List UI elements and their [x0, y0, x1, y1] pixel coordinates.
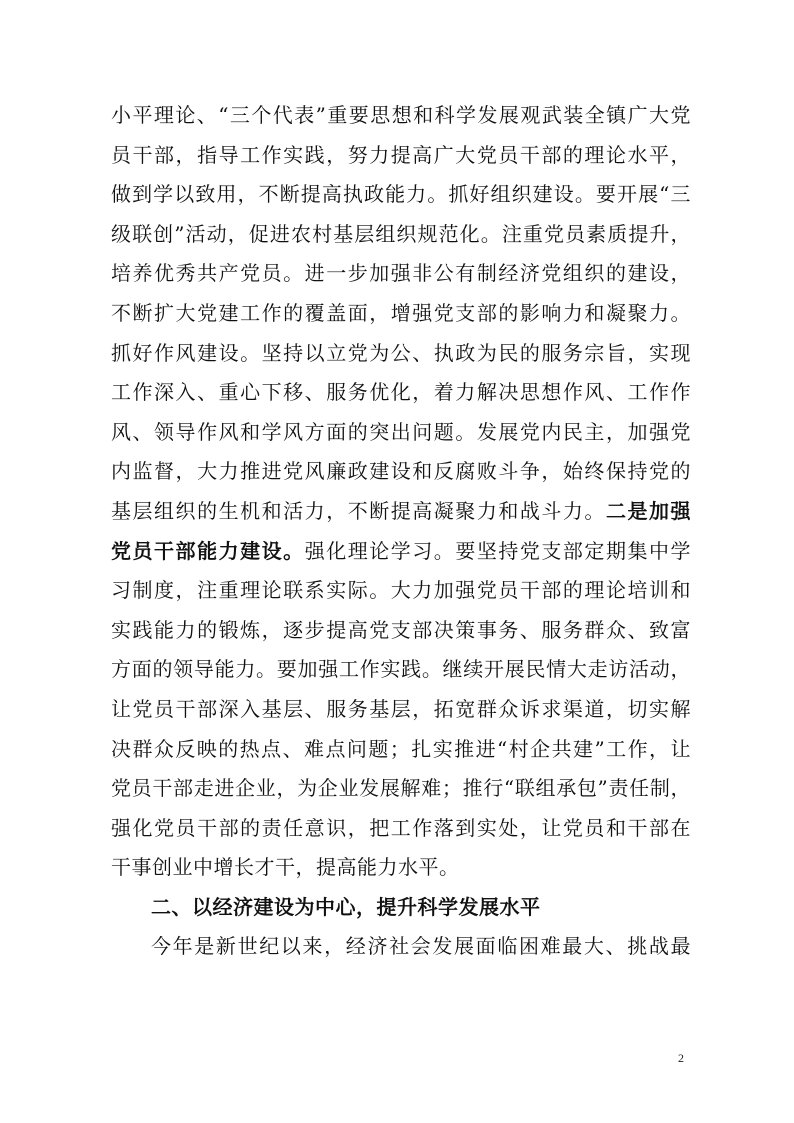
text-line: 方面的领导能力。要加强工作实践。继续开展民情大走访活动， — [111, 657, 691, 682]
text-line: 小平理论、“三个代表”重要思想和科学发展观武装全镇广大党 — [111, 103, 691, 127]
text-line: 党员干部走进企业，为企业发展解难；推行“联组承包”责任制， — [111, 776, 691, 801]
text-line: 强化党员干部的责任意识，把工作落到实处，让党员和干部在 — [111, 815, 691, 840]
text-line-with-bold — [111, 492, 691, 532]
text-line: 习制度，注重理论联系实际。大力加强党员干部的理论培训和 — [111, 578, 691, 603]
text-line: 培养优秀共产党员。进一步加强非公有制经济党组织的建设， — [111, 261, 691, 286]
text-line: 今年是新世纪以来，经济社会发展面临困难最大、挑战最 — [151, 934, 691, 959]
text-line: 做到学以致用，不断提高执政能力。抓好组织建设。要开展“三 — [111, 182, 691, 207]
body-text — [111, 96, 691, 967]
text-line: 内监督，大力推进党风廉政建设和反腐败斗争，始终保持党的 — [111, 459, 691, 484]
text-line: 级联创”活动，促进农村基层组织规范化。注重党员素质提升， — [111, 221, 691, 246]
text-line: 实践能力的锻炼，逐步提高党支部决策事务、服务群众、致富 — [111, 617, 691, 642]
text-line: 不断扩大党建工作的覆盖面，增强党支部的影响力和凝聚力。 — [111, 300, 691, 325]
text-segment: 基层组织的生机和活力，不断提高凝聚力和战斗力。 — [111, 498, 606, 523]
text-line: 让党员干部深入基层、服务基层，拓宽群众诉求渠道，切实解 — [111, 696, 691, 721]
bold-text-segment: 党员干部能力建设。 — [111, 538, 305, 563]
text-line: 风、领导作风和学风方面的突出问题。发展党内民主，加强党 — [111, 419, 691, 444]
text-segment: 强化理论学习。要坚持党支部定期集中学 — [304, 538, 692, 563]
section-heading: 二、以经济建设为中心，提升科学发展水平 — [151, 894, 541, 919]
text-line: 员干部，指导工作实践，努力提高广大党员干部的理论水平， — [111, 142, 691, 167]
text-line: 抓好作风建设。坚持以立党为公、执政为民的服务宗旨，实现 — [111, 340, 691, 365]
text-line-with-bold — [111, 532, 691, 572]
page-number: 2 — [678, 1051, 684, 1065]
bold-text-segment: 二是加强 — [605, 498, 692, 523]
text-line: 工作深入、重心下移、服务优化，着力解决思想作风、工作作 — [111, 380, 691, 405]
text-line: 决群众反映的热点、难点问题；扎实推进“村企共建”工作，让 — [111, 736, 691, 761]
text-line: 干事创业中增长才干，提高能力水平。 — [111, 855, 460, 880]
